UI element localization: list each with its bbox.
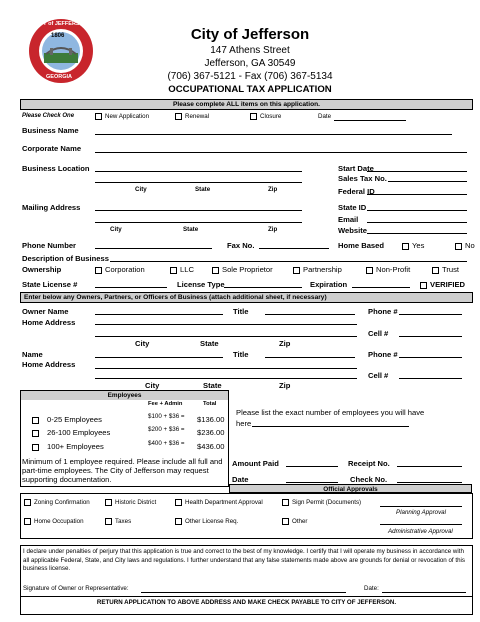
name-address-field-2[interactable]	[95, 378, 357, 379]
phone-number-field[interactable]	[95, 248, 212, 249]
employees-bar: Employees	[21, 391, 228, 400]
payment-date-field[interactable]	[286, 482, 338, 483]
planning-approval-field[interactable]	[380, 506, 462, 507]
federal-id-label: Federal ID	[338, 187, 375, 196]
home-based-yes-option[interactable]: Yes	[402, 241, 424, 250]
mailing-city-label: City	[110, 226, 122, 233]
owner-address-field-2[interactable]	[95, 336, 357, 337]
signature-field[interactable]	[141, 592, 346, 593]
name-cell-label: Cell #	[368, 371, 389, 380]
signature-label: Signature of Owner or Representative:	[23, 585, 129, 592]
declaration-divider	[20, 596, 473, 597]
owner-cell-field[interactable]	[399, 336, 462, 337]
address-line-2: Jefferson, GA 30549	[204, 58, 296, 69]
mailing-zip-label: Zip	[268, 226, 278, 233]
health-department-checkbox[interactable]	[175, 499, 182, 506]
total-header: Total	[203, 401, 217, 407]
expiration-label: Expiration	[310, 280, 348, 289]
payment-date-label: Date	[232, 475, 249, 484]
description-field[interactable]	[110, 261, 467, 262]
renewal-checkbox[interactable]	[175, 113, 182, 120]
owner-state-label: State	[200, 339, 219, 348]
employees-row-1[interactable]: 26-100 Employees	[32, 428, 110, 437]
mailing-state-label: State	[183, 226, 199, 233]
business-location-field-2[interactable]	[95, 182, 302, 183]
owner-name-label: Owner Name	[22, 307, 69, 316]
name-label: Name	[22, 350, 43, 359]
ownership-trust-option[interactable]: Trust	[432, 265, 459, 274]
name-phone-field[interactable]	[399, 357, 462, 358]
renewal-option[interactable]: Renewal	[175, 113, 209, 120]
name-title-label: Title	[233, 350, 249, 359]
return-note: RETURN APPLICATION TO ABOVE ADDRESS AND MAKE CHECK PAYABLE TO CITY OF JEFFERSON.	[96, 599, 397, 606]
taxes-option[interactable]: Taxes	[105, 518, 131, 525]
complete-all-bar: Please complete ALL items on this application.	[20, 99, 473, 110]
other-license-option[interactable]: Other License Req.	[175, 518, 238, 525]
fax-no-field[interactable]	[259, 248, 329, 249]
verified-option[interactable]: VERIFIED	[420, 280, 465, 289]
sign-permit-checkbox[interactable]	[282, 499, 289, 506]
business-location-field-1[interactable]	[95, 171, 302, 172]
employees-total-2: $436.00	[197, 442, 225, 451]
corporation-checkbox[interactable]	[95, 267, 102, 274]
mailing-address-field-1[interactable]	[95, 210, 302, 211]
non-profit-checkbox[interactable]	[366, 267, 373, 274]
taxes-checkbox[interactable]	[105, 518, 112, 525]
employees-26-100-checkbox[interactable]	[32, 430, 39, 437]
official-approvals-bar: Official Approvals	[229, 484, 472, 493]
employees-total-0: $136.00	[197, 415, 225, 424]
address-line-1: 147 Athens Street	[210, 45, 290, 56]
amount-paid-field[interactable]	[286, 466, 338, 467]
start-date-label: Start Date	[338, 164, 374, 173]
declaration-text: I declare under penalties of perjury that this application is true and correct to the best of my knowledge. I certify that I will operate my business in accordance with all applicable Federal, State, and City laws and regulations. I further understand that any false statements made above are grounds for denial or revocation of this business license.	[23, 548, 465, 573]
owner-title-label: Title	[233, 307, 249, 316]
name-address-field-1[interactable]	[95, 368, 357, 369]
historic-district-option[interactable]: Historic District	[105, 499, 156, 506]
sales-tax-label: Sales Tax No.	[338, 174, 387, 183]
email-field[interactable]	[367, 222, 467, 223]
owner-zip-label: Zip	[279, 339, 291, 348]
sole-proprietor-checkbox[interactable]	[212, 267, 219, 274]
minimum-note: Minimum of 1 employee required. Please include all full and part-time employees. The City of Jefferson may request supporting documentation.	[22, 457, 223, 484]
employees-row-2[interactable]: 100+ Employees	[32, 442, 104, 451]
owner-phone-field[interactable]	[399, 314, 462, 315]
ownership-corporation-option[interactable]: Corporation	[95, 265, 145, 274]
state-id-label: State ID	[338, 203, 367, 212]
name-phone-label: Phone #	[368, 350, 398, 359]
employees-0-25-checkbox[interactable]	[32, 417, 39, 424]
website-label: Website	[338, 226, 367, 235]
check-no-label: Check No.	[350, 475, 388, 484]
trust-checkbox[interactable]	[432, 267, 439, 274]
llc-checkbox[interactable]	[170, 267, 177, 274]
partnership-checkbox[interactable]	[293, 267, 300, 274]
ownership-sole-proprietor-option[interactable]: Sole Proprietor	[212, 265, 273, 274]
start-date-field[interactable]	[367, 171, 467, 172]
form-title: OCCUPATIONAL TAX APPLICATION	[168, 84, 332, 95]
new-application-option[interactable]: New Application	[95, 113, 149, 120]
date-label: Date	[318, 113, 332, 120]
name-cell-field[interactable]	[399, 378, 462, 379]
other-checkbox[interactable]	[282, 518, 289, 525]
name-home-address-label: Home Address	[22, 360, 76, 369]
here-label: here	[236, 419, 252, 428]
header-block	[140, 26, 360, 95]
name-field[interactable]	[95, 357, 223, 358]
zoning-confirmation-checkbox[interactable]	[24, 499, 31, 506]
declaration-date-label: Date:	[364, 585, 379, 592]
administrative-approval-label: Administrative Approval	[388, 528, 453, 535]
administrative-approval-field[interactable]	[380, 524, 462, 525]
sign-permit-option[interactable]: Sign Permit (Documents)	[282, 499, 361, 506]
employees-100-plus-checkbox[interactable]	[32, 444, 39, 451]
check-no-field[interactable]	[397, 482, 462, 483]
seal-top-text: CITY of JEFFERSON	[34, 21, 88, 27]
fax-no-label: Fax No.	[227, 241, 255, 250]
employees-total-1: $236.00	[197, 428, 225, 437]
business-name-label: Business Name	[22, 126, 79, 135]
name-state-label: State	[203, 381, 222, 390]
employees-fee-0: $100 + $36 =	[148, 413, 185, 420]
ownership-non-profit-option[interactable]: Non-Profit	[366, 265, 410, 274]
phone-fax: (706) 367-5121 - Fax (706) 367-5134	[167, 71, 333, 82]
website-field[interactable]	[367, 233, 467, 234]
other-option[interactable]: Other	[282, 518, 307, 525]
federal-id-field[interactable]	[367, 194, 467, 195]
closure-option[interactable]: Closure	[250, 113, 281, 120]
state-license-label: State License #	[22, 280, 78, 289]
mailing-address-label: Mailing Address	[22, 203, 81, 212]
closure-checkbox[interactable]	[250, 113, 257, 120]
home-based-no-checkbox[interactable]	[455, 243, 462, 250]
owner-name-field[interactable]	[95, 314, 223, 315]
owner-city-label: City	[135, 339, 150, 348]
seal-bottom-text: GEORGIA	[46, 74, 72, 80]
ownership-label: Ownership	[22, 265, 62, 274]
name-city-label: City	[145, 381, 160, 390]
fee-header: Fee + Admin	[148, 401, 183, 407]
license-type-label: License Type	[177, 280, 225, 289]
location-zip-label: Zip	[268, 186, 278, 193]
employee-count-field[interactable]	[252, 426, 409, 427]
expiration-field[interactable]	[352, 287, 410, 288]
new-application-checkbox[interactable]	[95, 113, 102, 120]
business-name-field[interactable]	[95, 134, 452, 135]
name-title-field[interactable]	[265, 357, 355, 358]
name-zip-label: Zip	[279, 381, 291, 390]
check-one-label: Please Check One	[22, 113, 75, 119]
owner-title-field[interactable]	[265, 314, 355, 315]
home-based-no-option[interactable]: No	[455, 241, 475, 250]
employees-fee-1: $200 + $36 =	[148, 426, 185, 433]
owner-cell-label: Cell #	[368, 329, 389, 338]
email-label: Email	[338, 215, 359, 224]
date-field[interactable]	[334, 120, 406, 121]
planning-approval-label: Planning Approval	[396, 509, 446, 516]
city-seal	[28, 18, 94, 84]
location-city-label: City	[135, 186, 147, 193]
state-id-field[interactable]	[367, 210, 467, 211]
state-license-field[interactable]	[95, 287, 167, 288]
phone-number-label: Phone Number	[22, 241, 77, 250]
ownership-partnership-option[interactable]: Partnership	[293, 265, 342, 274]
other-license-checkbox[interactable]	[175, 518, 182, 525]
ownership-llc-option[interactable]: LLC	[170, 265, 194, 274]
location-state-label: State	[195, 186, 211, 193]
home-based-yes-checkbox[interactable]	[402, 243, 409, 250]
home-occupation-checkbox[interactable]	[24, 518, 31, 525]
home-occupation-option[interactable]: Home Occupation	[24, 518, 84, 525]
employee-count-prompt: Please list the exact number of employees you will have	[236, 408, 425, 417]
zoning-confirmation-option[interactable]: Zoning Confirmation	[24, 499, 90, 506]
employees-row-0[interactable]: 0-25 Employees	[32, 415, 102, 424]
verified-checkbox[interactable]	[420, 282, 427, 289]
owners-bar: Enter below any Owners, Partners, or Officers of Business (attach additional sheet, if necessary)	[20, 292, 473, 303]
home-based-label: Home Based	[338, 241, 385, 250]
license-type-field[interactable]	[224, 287, 302, 288]
city-name: City of Jefferson	[190, 26, 310, 43]
business-location-label: Business Location	[22, 164, 90, 173]
owner-home-address-label: Home Address	[22, 318, 76, 327]
mailing-address-field-2[interactable]	[95, 222, 302, 223]
receipt-no-field[interactable]	[397, 466, 462, 467]
sales-tax-field[interactable]	[388, 181, 467, 182]
corporate-name-field[interactable]	[95, 152, 467, 153]
receipt-no-label: Receipt No.	[348, 459, 390, 468]
health-department-option[interactable]: Health Department Approval	[175, 499, 263, 506]
owner-phone-label: Phone #	[368, 307, 398, 316]
description-label: Description of Business	[22, 254, 109, 263]
owner-address-field-1[interactable]	[95, 324, 357, 325]
corporate-name-label: Corporate Name	[22, 144, 82, 153]
declaration-date-field[interactable]	[382, 592, 466, 593]
employees-fee-2: $400 + $36 =	[148, 440, 185, 447]
seal-year: 1806	[51, 33, 65, 39]
amount-paid-label: Amount Paid	[232, 459, 279, 468]
historic-district-checkbox[interactable]	[105, 499, 112, 506]
